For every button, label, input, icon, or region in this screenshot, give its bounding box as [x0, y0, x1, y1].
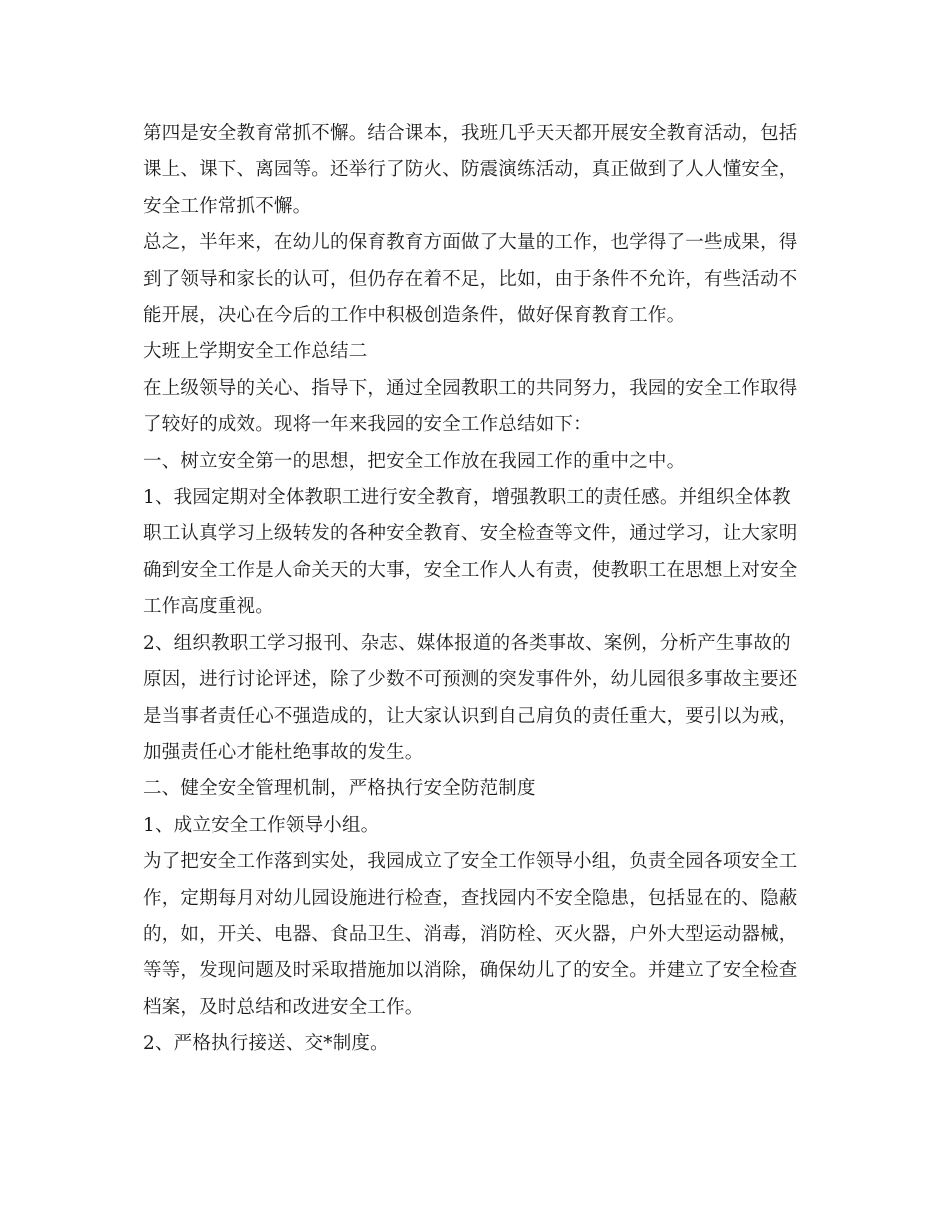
paragraph-intro: 在上级领导的关心、指导下，通过全园教职工的共同努力，我园的安全工作取得了较好的成效。现将一年来我园的安全工作总结如下： [143, 377, 798, 436]
paragraph-leadership-detail: 为了把安全工作落到实处，我园成立了安全工作领导小组，负责全园各项安全工作，定期每月对幼儿园设施进行检查，查找园内不安全隐患，包括显在的、隐蔽的，如，开关、电器、食品卫生、消毒，消防栓、灭火器，户外大型运动器械，等等，发现问题及时采取措施加以消除，确保幼儿了的安全。并建立了安全检查档案，及时总结和改进安全工作。 [143, 851, 798, 1018]
subheading-pickup-rules: 2、严格执行接送、交*制度。 [143, 1033, 389, 1055]
paragraph-item-1: 1、我园定期对全体教职工进行安全教育，增强教职工的责任感。并组织全体教职工认真学习上级转发的各种安全教育、安全检查等文件，通过学习，让大家明确到安全工作是人命关天的大事，安全工作人人有责，使教职工在思想上对安全工作高度重视。 [143, 487, 798, 618]
heading-one: 一、树立安全第一的思想，把安全工作放在我园工作的重中之中。 [143, 450, 686, 472]
paragraph-summary: 总之，半年来，在幼儿的保育教育方面做了大量的工作，也学得了一些成果，得到了领导和家长的认可，但仍存在着不足，比如，由于条件不允许，有些活动不能开展，决心在今后的工作中积极创造条件，做好保育教育工作。 [143, 232, 798, 327]
subheading-leadership-group: 1、成立安全工作领导小组。 [143, 814, 380, 836]
heading-two: 二、健全安全管理机制，严格执行安全防范制度 [143, 778, 536, 800]
section-title: 大班上学期安全工作总结二 [143, 341, 368, 363]
paragraph-safety-education: 第四是安全教育常抓不懈。结合课本，我班几乎天天都开展安全教育活动，包括课上、课下、离园等。还举行了防火、防震演练活动，真正做到了人人懂安全，安全工作常抓不懈。 [143, 123, 798, 217]
paragraph-item-2: 2、组织教职工学习报刊、杂志、媒体报道的各类事故、案例，分析产生事故的原因，进行讨论评述，除了少数不可预测的突发事件外，幼儿园很多事故主要还是当事者责任心不强造成的，让大家认识到自己肩负的责任重大，要引以为戒，加强责任心才能杜绝事故的发生。 [143, 632, 798, 763]
document-body [143, 116, 808, 1063]
